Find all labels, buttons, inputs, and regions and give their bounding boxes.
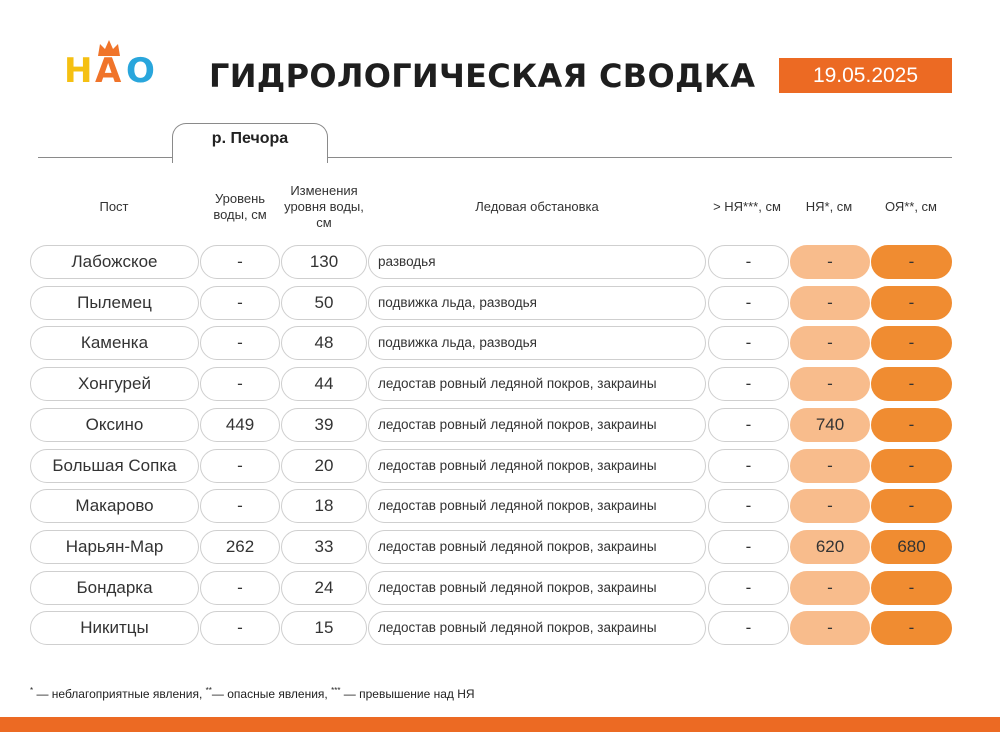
date-badge: 19.05.2025 [779, 58, 952, 93]
cell-change: 33 [281, 530, 367, 564]
cell-post: Никитцы [30, 611, 199, 645]
cell-change: 24 [281, 571, 367, 605]
cell-post: Бондарка [30, 571, 199, 605]
cell-oy: - [871, 611, 952, 645]
cell-change: 44 [281, 367, 367, 401]
cell-ice: ледостав ровный ледяной покров, закраины [368, 408, 706, 442]
cell-ice: подвижка льда, разводья [368, 326, 706, 360]
cell-change: 130 [281, 245, 367, 279]
cell-change: 20 [281, 449, 367, 483]
cell-post: Большая Сопка [30, 449, 199, 483]
cell-oy: - [871, 245, 952, 279]
cell-over-ny: - [708, 408, 789, 442]
cell-post: Хонгурей [30, 367, 199, 401]
cell-ny: 740 [790, 408, 870, 442]
cell-change: 39 [281, 408, 367, 442]
cell-level: - [200, 326, 280, 360]
cell-over-ny: - [708, 326, 789, 360]
cell-post: Оксино [30, 408, 199, 442]
cell-level: - [200, 489, 280, 523]
cell-ny: - [790, 326, 870, 360]
cell-oy: - [871, 449, 952, 483]
cell-ny: 620 [790, 530, 870, 564]
river-tab-label: р. Печора [211, 130, 289, 147]
nao-logo [62, 40, 162, 92]
cell-post: Нарьян-Мар [30, 530, 199, 564]
cell-change: 15 [281, 611, 367, 645]
footnote: * — неблагоприятные явления, **— опасные явления, *** — превышение над НЯ [30, 686, 475, 701]
cell-level: - [200, 286, 280, 320]
cell-level: - [200, 449, 280, 483]
cell-post: Лабожское [30, 245, 199, 279]
cell-post: Каменка [30, 326, 199, 360]
cell-ice: ледостав ровный ледяной покров, закраины [368, 530, 706, 564]
cell-level: 262 [200, 530, 280, 564]
cell-oy: 680 [871, 530, 952, 564]
cell-ice: ледостав ровный ледяной покров, закраины [368, 611, 706, 645]
cell-oy: - [871, 408, 952, 442]
cell-over-ny: - [708, 245, 789, 279]
logo-letter-a: А [95, 51, 122, 91]
cell-ny: - [790, 611, 870, 645]
col-header-post: Пост [99, 199, 129, 214]
cell-oy: - [871, 571, 952, 605]
col-header-level: Уровень воды, см [213, 191, 267, 222]
col-header-ice: Ледовая обстановка [475, 199, 599, 214]
cell-change: 50 [281, 286, 367, 320]
cell-ny: - [790, 449, 870, 483]
cell-change: 18 [281, 489, 367, 523]
cell-over-ny: - [708, 611, 789, 645]
logo-letter-n: Н [64, 51, 93, 91]
cell-over-ny: - [708, 286, 789, 320]
page-title: ГИДРОЛОГИЧЕСКАЯ СВОДКА [209, 57, 756, 95]
cell-over-ny: - [708, 571, 789, 605]
cell-ny: - [790, 367, 870, 401]
cell-ice: подвижка льда, разводья [368, 286, 706, 320]
cell-post: Пылемец [30, 286, 199, 320]
cell-oy: - [871, 489, 952, 523]
cell-ice: ледостав ровный ледяной покров, закраины [368, 449, 706, 483]
cell-over-ny: - [708, 489, 789, 523]
cell-over-ny: - [708, 449, 789, 483]
cell-ny: - [790, 286, 870, 320]
col-header-over-ny: > НЯ***, см [713, 199, 781, 214]
cell-oy: - [871, 286, 952, 320]
cell-oy: - [871, 326, 952, 360]
cell-level: - [200, 245, 280, 279]
bottom-accent-bar [0, 717, 1000, 732]
col-header-oy: ОЯ**, см [885, 199, 937, 214]
col-header-change: Изменения уровня воды, см [284, 183, 364, 230]
cell-ny: - [790, 489, 870, 523]
cell-ice: ледостав ровный ледяной покров, закраины [368, 571, 706, 605]
cell-ny: - [790, 571, 870, 605]
cell-ice: ледостав ровный ледяной покров, закраины [368, 489, 706, 523]
logo-letter-o: О [126, 51, 155, 91]
cell-level: 449 [200, 408, 280, 442]
cell-level: - [200, 611, 280, 645]
cell-level: - [200, 571, 280, 605]
cell-over-ny: - [708, 530, 789, 564]
cell-change: 48 [281, 326, 367, 360]
col-header-ny: НЯ*, см [805, 199, 853, 214]
cell-over-ny: - [708, 367, 789, 401]
cell-ice: ледостав ровный ледяной покров, закраины [368, 367, 706, 401]
cell-post: Макарово [30, 489, 199, 523]
cell-level: - [200, 367, 280, 401]
cell-ice: разводья [368, 245, 706, 279]
cell-oy: - [871, 367, 952, 401]
cell-ny: - [790, 245, 870, 279]
